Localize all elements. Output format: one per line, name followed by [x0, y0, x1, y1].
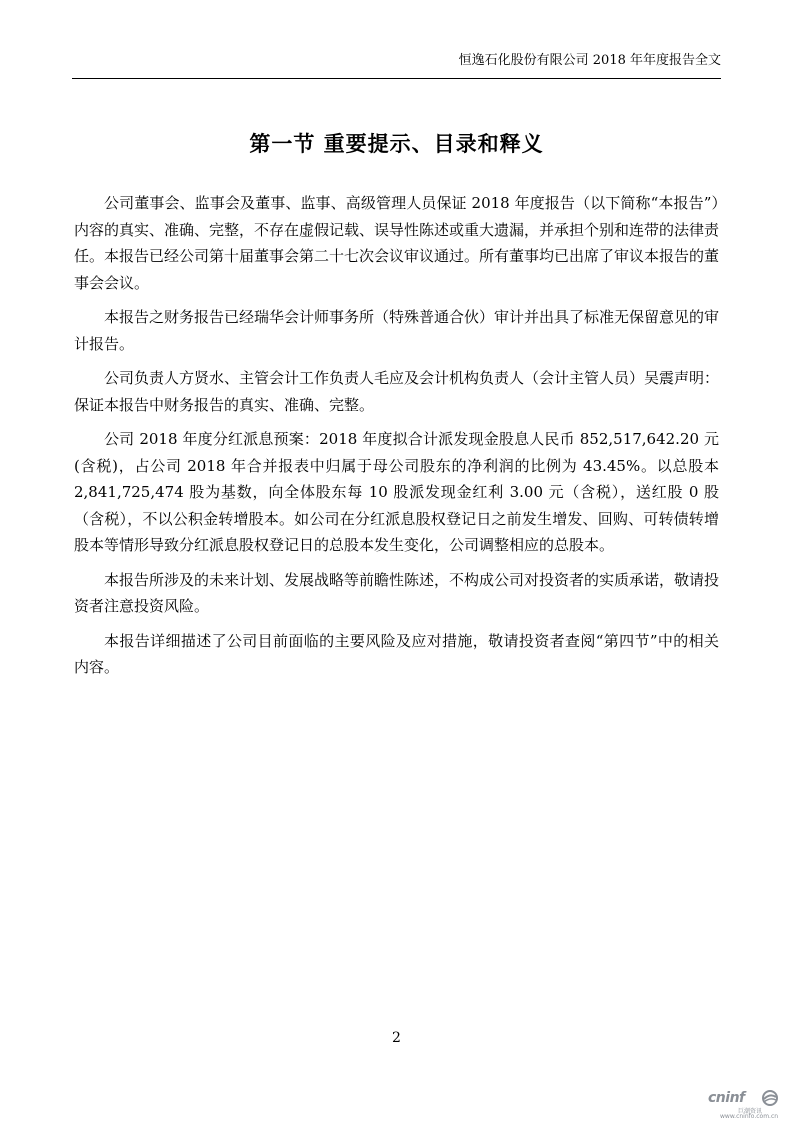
- paragraph-financial-statement: 公司负责人方贤水、主管会计工作负责人毛应及会计机构负责人（会计主管人员）吴震声明：保证本报告中财务报告的真实、准确、完整。: [74, 369, 720, 414]
- paragraph-responsibility: 公司董事会、监事会及董事、监事、高级管理人员保证 2018 年度报告（以下简称“本报告”）内容的真实、准确、完整，不存在虚假记载、误导性陈述或重大遗漏，并承担个别和连带的法律责任。本报告已经公司第十届董事会第二十七次会议审议通过。所有董事均已出席了审议本报告的董事会会议。: [74, 194, 720, 292]
- body-content: [74, 190, 719, 689]
- page-header: [72, 52, 721, 79]
- header-text: 恒逸石化股份有限公司 2018 年年度报告全文: [458, 53, 721, 68]
- paragraph-risk: 本报告详细描述了公司目前面临的主要风险及应对措施，敬请投资者查阅“第四节”中的相关内容。: [74, 631, 719, 676]
- logo-chinese-name: 巨潮资讯: [738, 1108, 763, 1115]
- logo-swirl-icon: [760, 1090, 780, 1106]
- page-number: 2: [392, 1030, 401, 1046]
- cninfo-logo: [708, 1090, 784, 1120]
- paragraph-audit: 本报告之财务报告已经瑞华会计师事务所（特殊普通合伙）审计并出具了标准无保留意见的审计报告。: [74, 308, 720, 353]
- logo-wordmark: cninf: [708, 1090, 745, 1106]
- paragraph-dividend: 公司 2018 年度分红派息预案：2018 年度拟合计派发现金股息人民币 852,517,642.20 元(含税)，占公司 2018 年合并报表中归属于母公司股东的净利润的比例为 43.45%。以总股本 2,841,725,474 股为基数，向全体股东每 10 股派发现金红利 3.00 元（含税），送红股 0 股（含税），不以公积金转增股本。如公司在分红派息股权登记日之前发生增发、回购、可转债转增股本等情形导致分红派息股权登记日的总股本发生变化，公司调整相应的总股本。: [74, 430, 719, 554]
- logo-url: www.cninfo.com.cn: [720, 1113, 779, 1120]
- paragraph-forward-looking: 本报告所涉及的未来计划、发展战略等前瞻性陈述，不构成公司对投资者的实质承诺，敬请投资者注意投资风险。: [74, 570, 720, 615]
- section-title: 第一节 重要提示、目录和释义: [249, 131, 544, 156]
